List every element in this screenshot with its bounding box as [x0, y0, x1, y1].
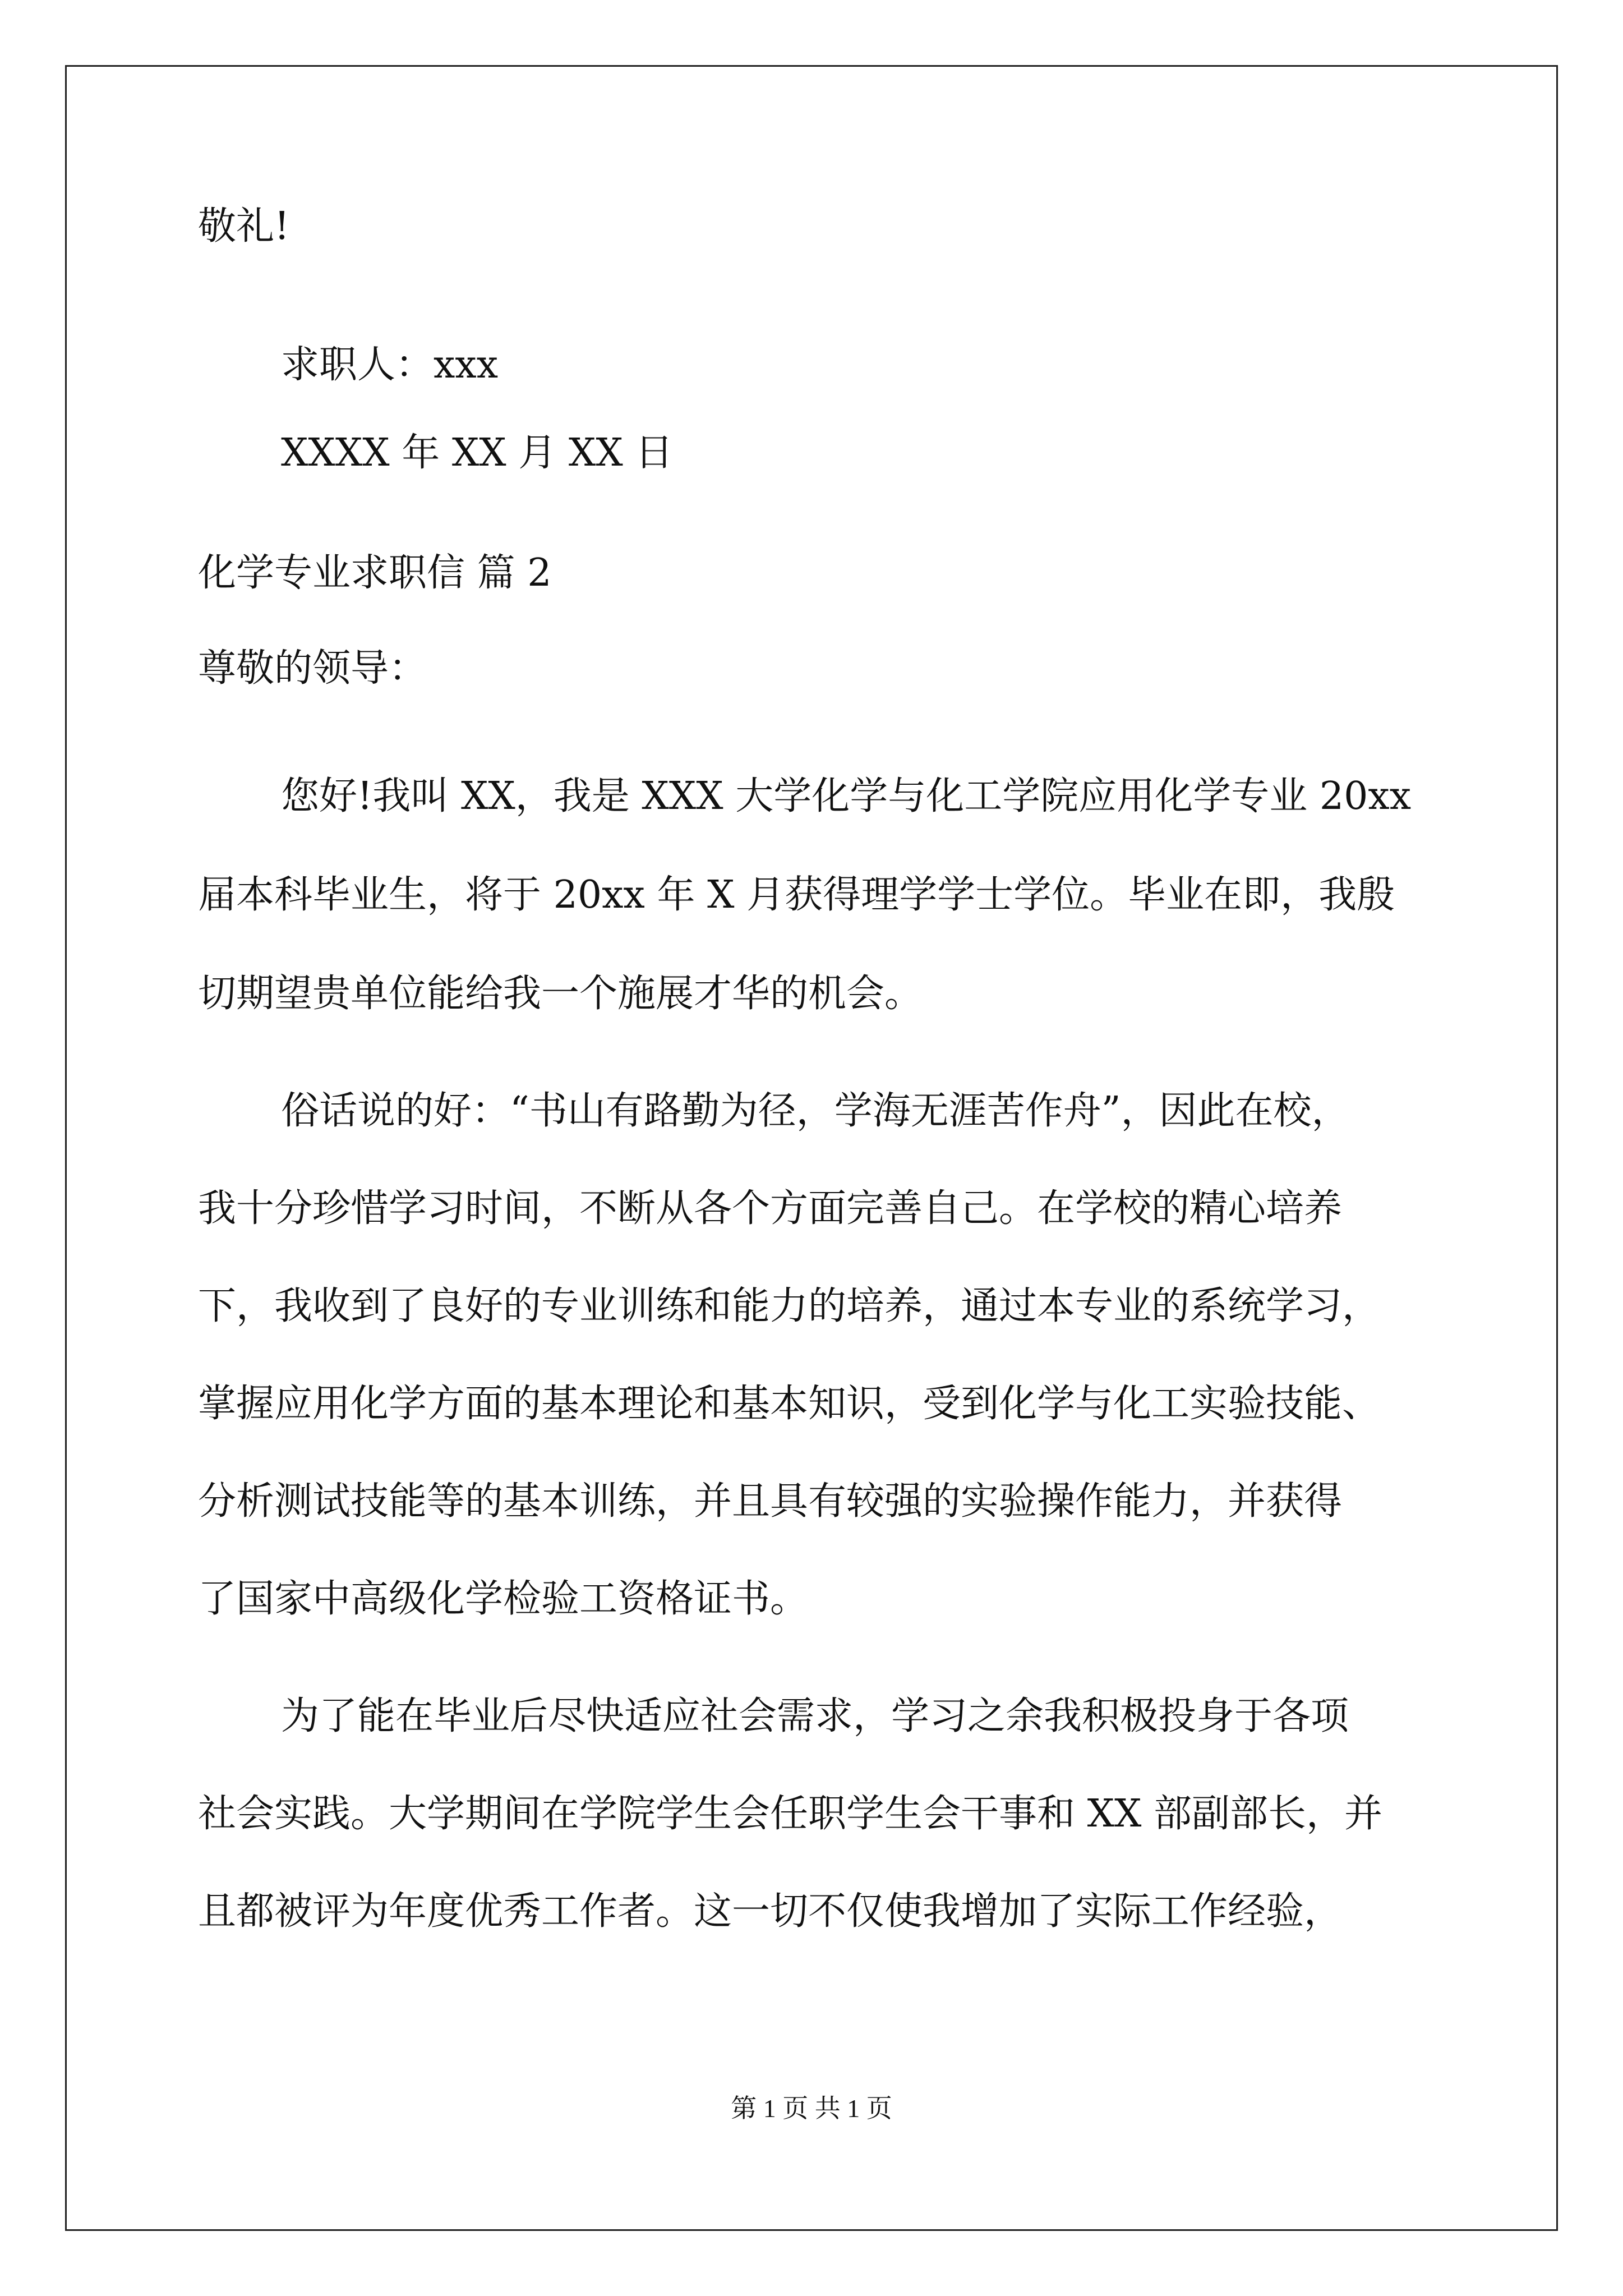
paragraph-line: 切期望贵单位能给我一个施展才华的机会。	[198, 972, 923, 1016]
paragraph-line: 俗话说的好：“书山有路勤为径，学海无涯苦作舟”，因此在校，	[281, 1089, 1350, 1133]
greeting: 尊敬的领导：	[198, 646, 427, 691]
paragraph-line: 您好!我叫 XX，我是 XXX 大学化学与化工学院应用化学专业 20xx	[281, 774, 1412, 818]
paragraph-line: 社会实践。大学期间在学院学生会任职学生会干事和 XX 部副部长，并	[198, 1792, 1383, 1836]
letter-date: XXXX 年 XX 月 XX 日	[281, 431, 674, 475]
paragraph-line: 我十分珍惜学习时间，不断从各个方面完善自己。在学校的精心培养	[198, 1186, 1343, 1231]
paragraph-line: 下，我收到了良好的专业训练和能力的培养，通过本专业的系统学习，	[198, 1284, 1381, 1328]
paragraph-line: 且都被评为年度优秀工作者。这一切不仅使我增加了实际工作经验，	[198, 1889, 1343, 1934]
paragraph-line: 为了能在毕业后尽快适应社会需求，学习之余我积极投身于各项	[281, 1694, 1349, 1738]
paragraph-line: 届本科毕业生，将于 20xx 年 X 月获得理学学士学位。毕业在即，我殷	[198, 873, 1395, 917]
page-number: 第 1 页 共 1 页	[731, 2094, 892, 2123]
paragraph-line: 掌握应用化学方面的基本理论和基本知识，受到化学与化工实验技能、	[198, 1382, 1381, 1426]
closing-salutation: 敬礼!	[198, 204, 290, 249]
paragraph-line: 分析测试技能等的基本训练，并且具有较强的实验操作能力，并获得	[198, 1479, 1343, 1524]
section-heading: 化学专业求职信 篇 2	[198, 551, 552, 595]
paragraph-line: 了国家中高级化学检验工资格证书。	[198, 1577, 809, 1621]
applicant-name: 求职人：xxx	[281, 343, 499, 387]
